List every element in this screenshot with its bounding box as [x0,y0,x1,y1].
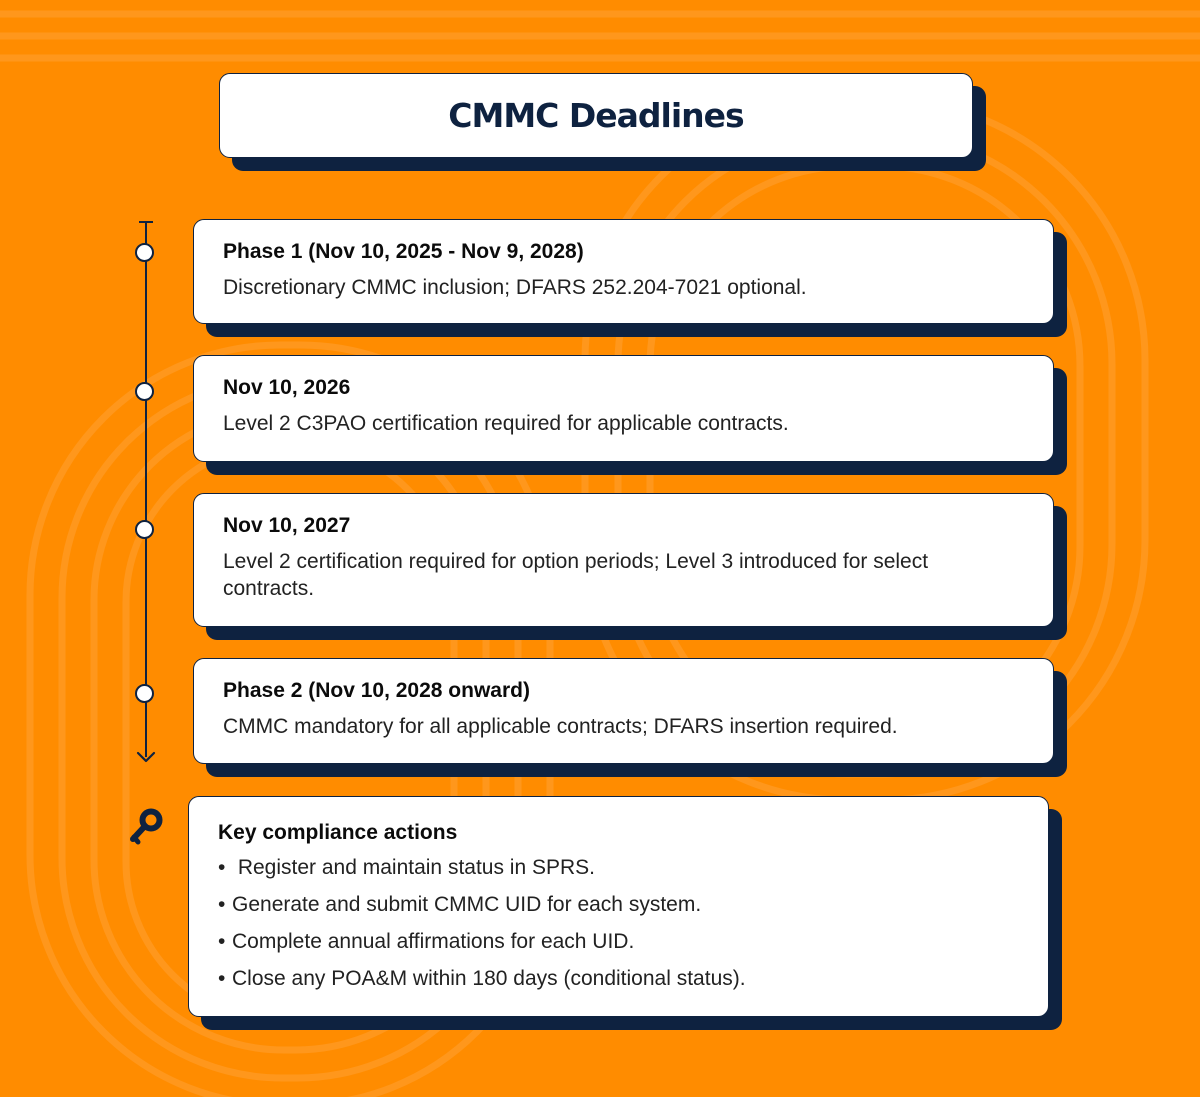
bullet: • [218,856,226,879]
phase-heading: Phase 2 (Nov 10, 2028 onward) [223,679,530,702]
timeline-node-3 [135,520,154,539]
phase-heading: Phase 1 (Nov 10, 2025 - Nov 9, 2028) [223,240,584,263]
phase-card-3 [193,493,1054,627]
phase-description: CMMC mandatory for all applicable contracts; DFARS insertion required. [223,715,898,738]
timeline-node-2 [135,382,154,401]
page-title: CMMC Deadlines [448,96,744,135]
timeline-node-4 [135,684,154,703]
list-item [218,854,1019,882]
arrow-down-icon [136,748,156,764]
phase-description: Discretionary CMMC inclusion; DFARS 252.204-7021 optional. [223,276,807,299]
phase-description: Level 2 C3PAO certification required for applicable contracts. [223,412,789,435]
phase-card-4 [193,658,1054,764]
actions-heading: Key compliance actions [218,821,458,844]
phase-heading: Nov 10, 2027 [223,514,351,537]
timeline-line [145,222,147,757]
compliance-actions-card [188,796,1049,1017]
phase-heading: Nov 10, 2026 [223,376,351,399]
title-card [219,73,973,158]
list-item-text: Complete annual affirmations for each UID. [232,930,635,953]
list-item [218,965,1019,993]
timeline-node-1 [135,243,154,262]
list-item [218,928,1019,956]
bullet: • [218,967,226,990]
actions-list [218,854,1019,993]
key-icon [126,806,166,848]
list-item-text: Register and maintain status in SPRS. [232,856,596,879]
phase-card-2 [193,355,1054,462]
bullet: • [218,893,226,916]
list-item-text: Close any POA&M within 180 days (conditional status). [232,967,746,990]
list-item-text: Generate and submit CMMC UID for each system. [232,893,702,916]
phase-card-1 [193,219,1054,324]
list-item [218,891,1019,919]
phase-description: Level 2 certification required for option periods; Level 3 introduced for select contracts. [223,550,929,600]
bullet: • [218,930,226,953]
